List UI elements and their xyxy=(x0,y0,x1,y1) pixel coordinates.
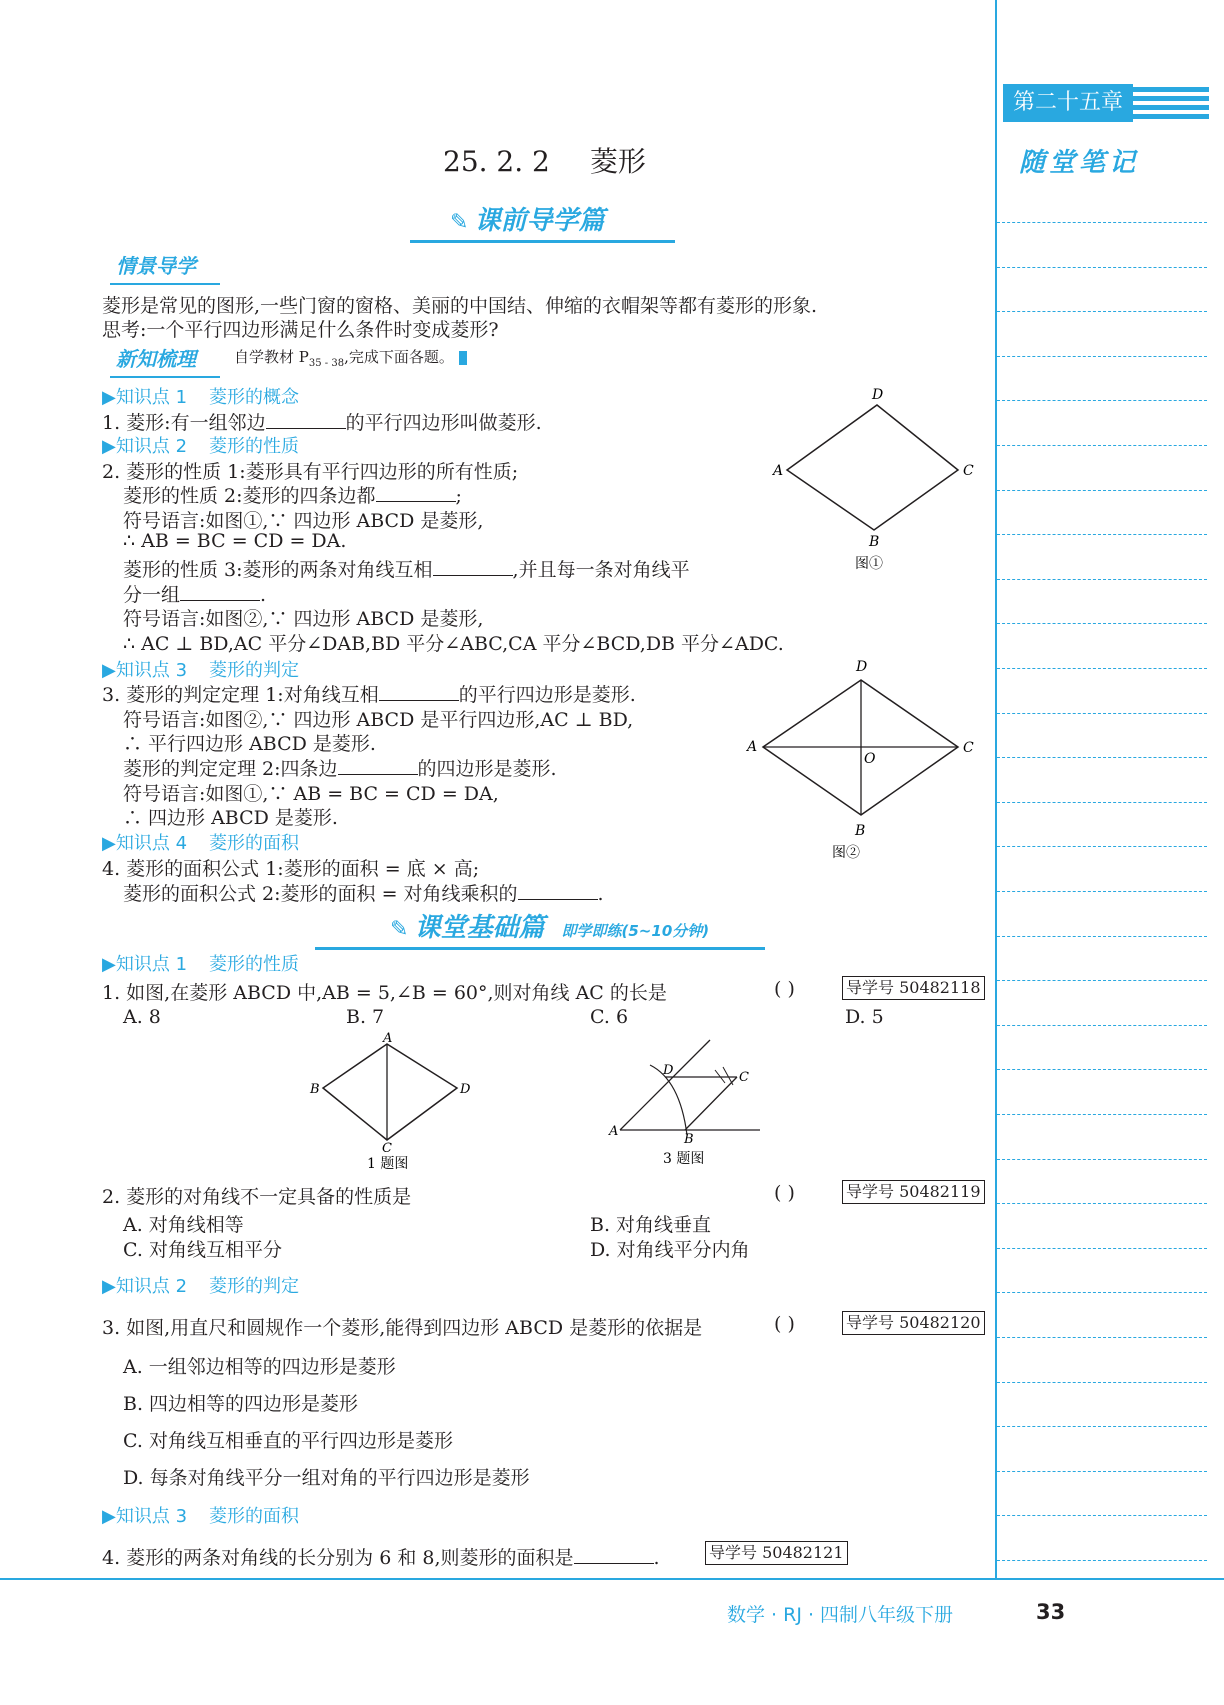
note-line xyxy=(997,1560,1207,1561)
kp3-label: 知识点 3 xyxy=(115,660,188,681)
note-line xyxy=(997,1248,1207,1249)
kp3-line3: ∴ 平行四边形 ABCD 是菱形. xyxy=(123,733,376,755)
kp2-line7: 符号语言:如图②,∵ 四边形 ABCD 是菱形, xyxy=(123,608,484,630)
note-line xyxy=(997,400,1207,401)
instr-pages: 35 - 38 xyxy=(308,358,345,369)
note-line xyxy=(997,1426,1207,1427)
fig1-rhombus xyxy=(787,405,958,530)
note-line xyxy=(997,1025,1207,1026)
q4-guide-number: 导学号 50482121 xyxy=(705,1541,848,1565)
ex-kp1-heading: ▶知识点 1 菱形的性质 xyxy=(102,954,300,975)
fig2-label-a: A xyxy=(747,739,758,755)
note-line xyxy=(997,846,1207,847)
q3-option-d: D. 每条对角线平分一组对角的平行四边形是菱形 xyxy=(123,1467,530,1489)
kp3-heading: ▶知识点 3 菱形的判定 xyxy=(102,660,300,681)
ex-kp2-name: 菱形的判定 xyxy=(209,1276,300,1297)
note-line xyxy=(997,490,1207,491)
kp4-line2: 菱形的面积公式 2:菱形的面积 = 对角线乘积的 . xyxy=(123,883,604,905)
scene-tag xyxy=(116,250,196,279)
kp2-label: 知识点 2 xyxy=(115,436,188,457)
note-line xyxy=(997,1159,1207,1160)
q2-option-d: D. 对角线平分内角 xyxy=(590,1239,750,1261)
kp2-name: 菱形的性质 xyxy=(209,436,300,457)
kp2-line5: 菱形的性质 3:菱形的两条对角线互相 ,并且每一条对角线平 xyxy=(123,559,690,581)
kp3-line1: 3. 菱形的判定定理 1:对角线互相 的平行四边形是菱形. xyxy=(102,684,636,706)
instr-text: 自学教材 P xyxy=(234,348,309,366)
knowledge-instruction xyxy=(234,346,467,369)
note-line xyxy=(997,1292,1207,1293)
ex-kp2-label: 知识点 2 xyxy=(115,1276,188,1297)
note-line xyxy=(997,757,1207,758)
q2-text: 2. 菱形的对角线不一定具备的性质是 xyxy=(102,1186,412,1208)
q1-option-d: D. 5 xyxy=(845,1006,884,1028)
q1-option-b: B. 7 xyxy=(346,1006,385,1028)
q1-rhombus xyxy=(323,1044,457,1140)
marker-icon xyxy=(459,351,467,365)
kp3-line5: 符号语言:如图①,∵ AB = BC = CD = DA, xyxy=(123,783,499,805)
note-line xyxy=(997,1203,1207,1204)
ex-kp1-name: 菱形的性质 xyxy=(209,954,300,975)
note-line xyxy=(997,1471,1207,1472)
note-line xyxy=(997,623,1207,624)
knowledge-tag xyxy=(116,343,196,372)
q3-label-d: D xyxy=(663,1063,674,1078)
kp3-line6: ∴ 四边形 ABCD 是菱形. xyxy=(123,807,338,829)
section-banner-practice xyxy=(390,907,709,944)
ex-kp3-name: 菱形的面积 xyxy=(209,1506,300,1527)
ex-kp2-heading: ▶知识点 2 菱形的判定 xyxy=(102,1276,300,1297)
ex-kp1-label: 知识点 1 xyxy=(115,954,188,975)
q1-fig-caption: 1 题图 xyxy=(367,1156,409,1170)
kp2-line3: 符号语言:如图①,∵ 四边形 ABCD 是菱形, xyxy=(123,510,484,532)
note-line xyxy=(997,936,1207,937)
kp2-line6: 分一组 . xyxy=(123,584,267,606)
kp1-name: 菱形的概念 xyxy=(209,387,300,408)
q2-option-c: C. 对角线互相平分 xyxy=(123,1239,282,1261)
q3-side-bc xyxy=(685,1077,737,1130)
fig2-label-d: D xyxy=(856,659,868,675)
note-line xyxy=(997,891,1207,892)
note-line xyxy=(997,1515,1207,1516)
q3-option-c: C. 对角线互相垂直的平行四边形是菱形 xyxy=(123,1430,453,1452)
q1-option-c: C. 6 xyxy=(590,1006,629,1028)
q4-text: 4. 菱形的两条对角线的长分别为 6 和 8,则菱形的面积是 . xyxy=(102,1547,660,1569)
q1-label-b: B xyxy=(310,1082,320,1097)
kp2-line1: 2. 菱形的性质 1:菱形具有平行四边形的所有性质; xyxy=(102,461,519,483)
note-line xyxy=(997,1069,1207,1070)
section-banner-label: 课前导学篇 xyxy=(474,206,605,236)
fig2-caption: 图② xyxy=(832,845,860,861)
chapter-tab xyxy=(1003,84,1203,122)
note-line xyxy=(997,1114,1207,1115)
kp3-line4: 菱形的判定定理 2:四条边 的四边形是菱形. xyxy=(123,758,557,780)
ex-kp3-label: 知识点 3 xyxy=(115,1506,188,1527)
knowledge-tag-label: 新知梳理 xyxy=(116,347,196,371)
note-line xyxy=(997,980,1207,981)
note-line xyxy=(997,579,1207,580)
figure-q3 xyxy=(605,1035,775,1170)
kp3-name: 菱形的判定 xyxy=(209,660,300,681)
q2-option-b: B. 对角线垂直 xyxy=(590,1214,712,1236)
q3-label-c: C xyxy=(739,1070,749,1085)
note-line xyxy=(997,222,1207,223)
fig1-label-d: D xyxy=(872,387,884,403)
section-banner-preview xyxy=(450,200,604,237)
q2-guide-number: 导学号 50482119 xyxy=(842,1180,985,1204)
q3-fig-caption: 3 题图 xyxy=(663,1151,705,1167)
scene-text-1: 菱形是常见的图形,一些门窗的窗格、美丽的中国结、伸缩的衣帽架等都有菱形的形象. xyxy=(102,295,818,317)
ex-kp3-heading: ▶知识点 3 菱形的面积 xyxy=(102,1506,300,1527)
kp1-line1: 1. 菱形:有一组邻边 的平行四边形叫做菱形. xyxy=(102,412,542,434)
q1-option-a: A. 8 xyxy=(123,1006,161,1028)
kp2-heading: ▶知识点 2 菱形的性质 xyxy=(102,436,300,457)
figure-q1 xyxy=(305,1030,475,1170)
fig2-label-b: B xyxy=(855,823,866,839)
kp2-line8: ∴ AC ⊥ BD,AC 平分∠DAB,BD 平分∠ABC,CA 平分∠BCD,DB 平分∠ADC. xyxy=(123,633,784,655)
note-line xyxy=(997,356,1207,357)
figure-2 xyxy=(735,655,985,870)
page-title xyxy=(443,140,646,180)
q2-option-a: A. 对角线相等 xyxy=(123,1214,244,1236)
fig2-label-c: C xyxy=(963,740,974,756)
note-line xyxy=(997,534,1207,535)
fig1-label-b: B xyxy=(869,534,880,550)
q3-label-a: A xyxy=(609,1124,619,1139)
q3-guide-number: 导学号 50482120 xyxy=(842,1311,985,1335)
q3-answer-paren[interactable]: ( ) xyxy=(774,1313,795,1335)
q1-label-c: C xyxy=(382,1141,392,1156)
q1-guide-number: 导学号 50482118 xyxy=(842,976,985,1000)
note-line xyxy=(997,1337,1207,1338)
scene-tag-label: 情景导学 xyxy=(116,254,196,278)
figure-1 xyxy=(760,385,980,580)
pen-icon: ✎ xyxy=(450,210,469,235)
q3-slant-ray xyxy=(620,1040,710,1130)
note-line xyxy=(997,713,1207,714)
kp2-line4: ∴ AB = BC = CD = DA. xyxy=(123,530,347,552)
kp1-label: 知识点 1 xyxy=(115,387,188,408)
q3-label-b: B xyxy=(684,1132,694,1147)
q3-text: 3. 如图,用直尺和圆规作一个菱形,能得到四边形 ABCD 是菱形的依据是 xyxy=(102,1317,703,1339)
pen-icon: ✎ xyxy=(390,917,409,942)
page-number: 33 xyxy=(1036,1600,1066,1624)
q3-option-a: A. 一组邻边相等的四边形是菱形 xyxy=(123,1356,396,1378)
q1-label-a: A xyxy=(383,1031,393,1046)
note-line xyxy=(997,802,1207,803)
q1-text: 1. 如图,在菱形 ABCD 中,AB = 5,∠B = 60°,则对角线 AC 的长是 xyxy=(102,982,667,1004)
kp4-label: 知识点 4 xyxy=(115,833,188,854)
note-line xyxy=(997,311,1207,312)
notes-column xyxy=(997,0,1224,1580)
kp1-heading: ▶知识点 1 菱形的概念 xyxy=(102,387,300,408)
q1-label-d: D xyxy=(460,1082,471,1097)
fig1-label-a: A xyxy=(773,463,784,479)
kp2-line2: 菱形的性质 2:菱形的四条边都 ; xyxy=(123,485,462,507)
chapter-stripes xyxy=(1133,87,1209,119)
kp4-heading: ▶知识点 4 菱形的面积 xyxy=(102,833,300,854)
section-name: 菱形 xyxy=(589,145,646,178)
fig1-label-c: C xyxy=(963,463,974,479)
kp4-line1: 4. 菱形的面积公式 1:菱形的面积 = 底 × 高; xyxy=(102,858,480,880)
q3-arc-marks xyxy=(715,1067,733,1085)
fig2-label-o: O xyxy=(864,751,876,767)
instr-end: ,完成下面各题。 xyxy=(344,348,454,366)
scene-text-2: 思考:一个平行四边形满足什么条件时变成菱形? xyxy=(102,319,499,341)
section-number: 25. 2. 2 xyxy=(443,145,550,178)
notes-title: 随堂笔记 xyxy=(1019,148,1140,178)
q1-answer-paren[interactable]: ( ) xyxy=(774,978,795,1000)
q2-answer-paren[interactable]: ( ) xyxy=(774,1182,795,1204)
q3-option-b: B. 四边相等的四边形是菱形 xyxy=(123,1393,359,1415)
kp4-name: 菱形的面积 xyxy=(209,833,300,854)
note-line xyxy=(997,445,1207,446)
fig1-caption: 图① xyxy=(855,556,883,572)
note-line xyxy=(997,1382,1207,1383)
note-line xyxy=(997,668,1207,669)
note-line xyxy=(997,267,1207,268)
chapter-label: 第二十五章 xyxy=(1003,84,1133,122)
section2-sub: 即学即练(5~10分钟) xyxy=(561,922,710,940)
section2-label: 课堂基础篇 xyxy=(414,913,545,943)
footer-book-title: 数学 · RJ · 四制八年级下册 xyxy=(727,1604,954,1626)
kp3-line2: 符号语言:如图②,∵ 四边形 ABCD 是平行四边形,AC ⊥ BD, xyxy=(123,709,634,731)
